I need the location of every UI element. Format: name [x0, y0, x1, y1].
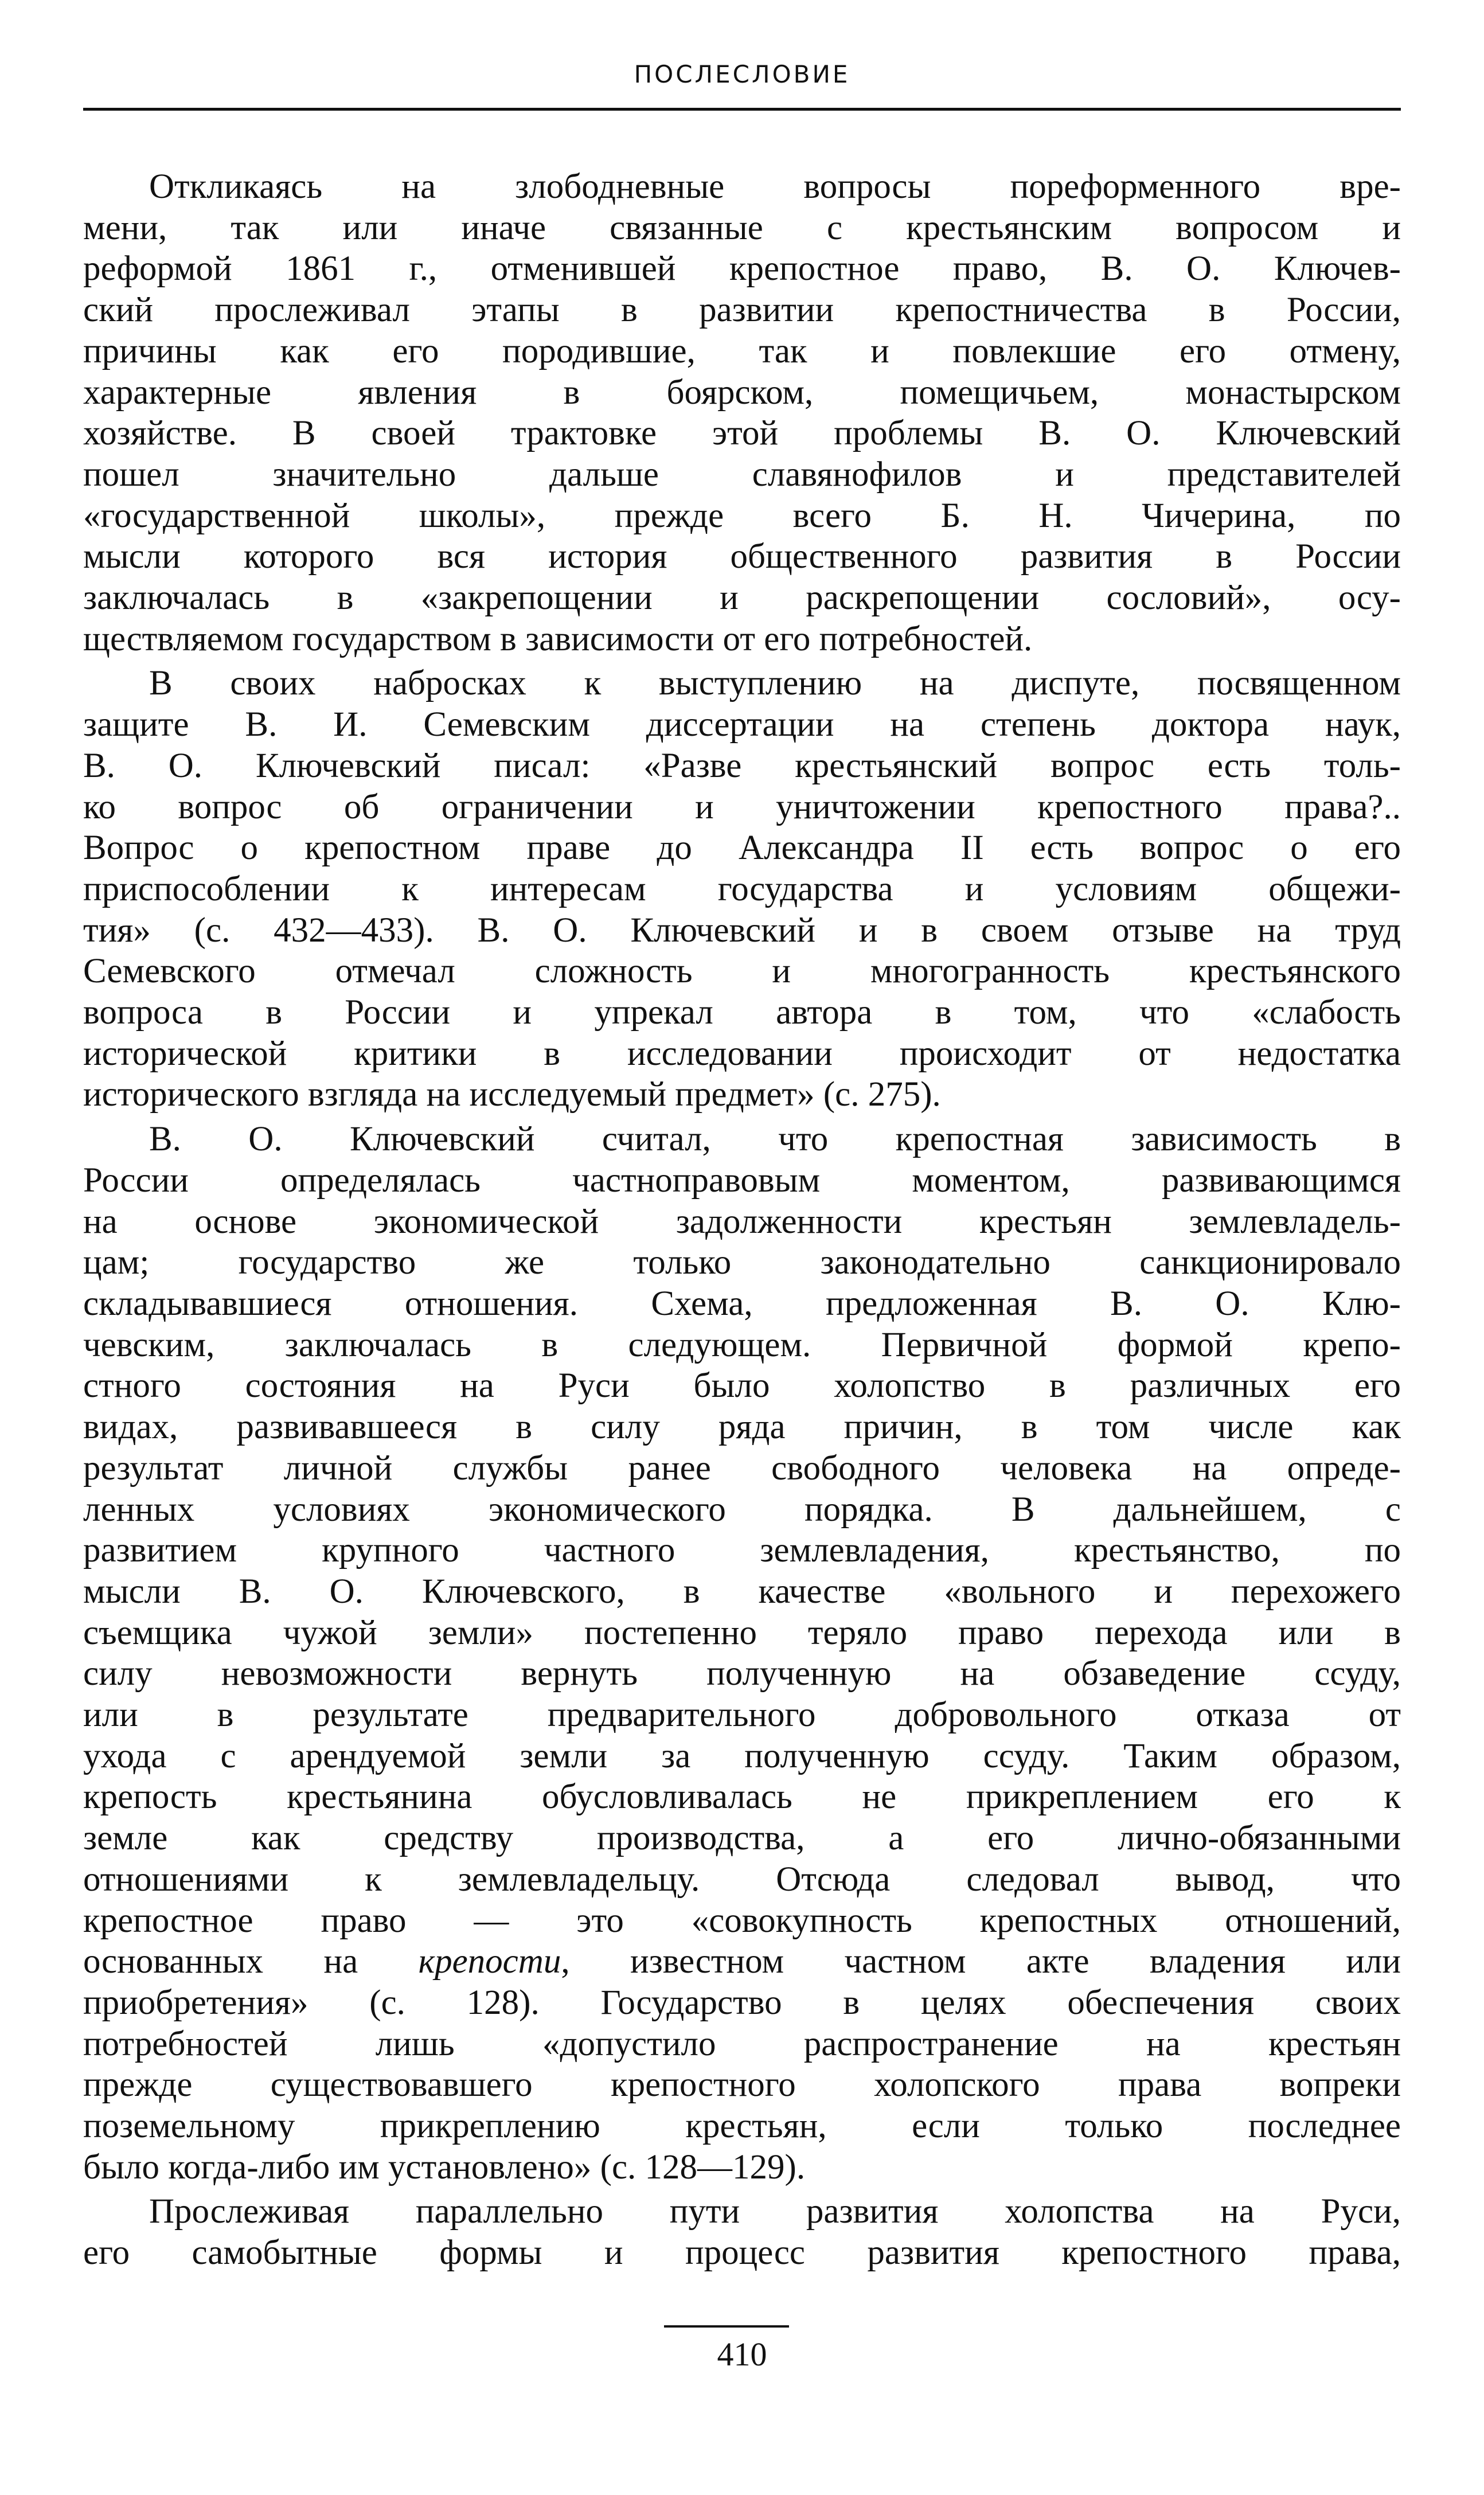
text-line: исторической критики в исследовании происходит от недостатка — [83, 1034, 1401, 1073]
text-line: Семевского отмечал сложность и многогранность крестьянского — [83, 952, 1401, 991]
page-number: 410 — [717, 2336, 767, 2373]
text-line: исторического взгляда на исследуемый предмет» (с. 275). — [83, 1075, 941, 1114]
paragraph — [83, 1119, 1401, 2188]
text-line: цам; государство же только законодательно санкционировало — [83, 1243, 1401, 1282]
text-line: приобретения» (с. 128). Государство в целях обеспечения своих — [83, 1983, 1401, 2022]
text-line: отношениями к землевладельцу. Отсюда следовал вывод, что — [83, 1860, 1401, 1899]
text-line: Вопрос о крепостном праве до Александра II есть вопрос о его — [83, 829, 1401, 868]
text-line: Откликаясь на злободневные вопросы пореформенного вре- — [149, 167, 1401, 206]
text-line: ко вопрос об ограничении и уничтожении крепостного права?.. — [83, 787, 1401, 826]
text-line: результат личной службы ранее свободного человека на опреде- — [83, 1448, 1401, 1487]
text-line: силу невозможности вернуть полученную на обзаведение ссуду, — [83, 1654, 1401, 1693]
text-line: земле как средству производства, а его лично-обязанными — [83, 1819, 1401, 1858]
text-line: развитием крупного частного землевладения, крестьянство, по — [83, 1531, 1401, 1570]
text-line: ухода с арендуемой земли за полученную ссуду. Таким образом, — [83, 1736, 1401, 1775]
text-line: вопроса в России и упрекал автора в том, что «слабость — [83, 993, 1401, 1032]
emphasis: крепости — [418, 1942, 561, 1981]
text-line: защите В. И. Семевским диссертации на степень доктора наук, — [83, 705, 1401, 744]
header-rule — [83, 108, 1401, 111]
text-line: было когда-либо им установлено» (с. 128—129). — [83, 2148, 806, 2186]
text-line: поземельному прикреплению крестьян, если только последнее — [83, 2107, 1401, 2146]
text-line: тия» (с. 432—433). В. О. Ключевский и в своем отзыве на труд — [83, 911, 1401, 950]
text-line: мысли В. О. Ключевского, в качестве «вольного и перехожего — [83, 1572, 1401, 1611]
text-line: ленных условиях экономического порядка. В дальнейшем, с — [83, 1490, 1401, 1529]
text-line: В. О. Ключевский писал: «Разве крестьянский вопрос есть толь- — [83, 746, 1401, 785]
text-line: стного состояния на Руси было холопство в различных его — [83, 1366, 1401, 1405]
text-line: реформой 1861 г., отменившей крепостное право, В. О. Ключев- — [83, 249, 1401, 288]
text-line: пошел значительно дальше славянофилов и представителей — [83, 455, 1401, 494]
page-number-rule — [664, 2325, 789, 2328]
text-line: или в результате предварительного добровольного отказа от — [83, 1696, 1401, 1735]
paragraph — [83, 663, 1401, 1115]
text-line: мысли которого вся история общественного развития в России — [83, 537, 1401, 576]
text-line: съемщика чужой земли» постепенно теряло право перехода или в — [83, 1613, 1401, 1652]
text-line: Прослеживая параллельно пути развития холопства на Руси, — [149, 2192, 1401, 2231]
text-line: прежде существовавшего крепостного холопского права вопреки — [83, 2065, 1401, 2104]
text-line: чевским, заключалась в следующем. Первичной формой крепо- — [83, 1325, 1401, 1364]
text-line: мени, так или иначе связанные с крестьянским вопросом и — [83, 208, 1401, 247]
running-head: ПОСЛЕСЛОВИЕ — [634, 60, 850, 88]
text-line: В. О. Ключевский считал, что крепостная зависимость в — [149, 1120, 1401, 1159]
text-line: потребностей лишь «допустило распространение на крестьян — [83, 2024, 1401, 2063]
paragraph — [83, 166, 1401, 659]
text-line: на основе экономической задолженности крестьян землевладель- — [83, 1202, 1401, 1241]
text-line: крепость крестьянина обусловливалась не прикреплением его к — [83, 1778, 1401, 1817]
body-text — [83, 166, 1401, 2274]
text-line: его самобытные формы и процесс развития крепостного права, — [83, 2234, 1401, 2273]
book-page — [83, 0, 1401, 2495]
text-line: видах, развивавшееся в силу ряда причин, в том числе как — [83, 1408, 1401, 1447]
text-line: складывавшиеся отношения. Схема, предложенная В. О. Клю- — [83, 1284, 1401, 1323]
paragraph — [83, 2191, 1401, 2273]
text-line: основанных на крепости, известном частном акте владения или — [83, 1942, 1401, 1981]
text-line: «государственной школы», прежде всего Б. Н. Чичерина, по — [83, 496, 1401, 535]
text-line: В своих набросках к выступлению на диспуте, посвященном — [149, 664, 1401, 703]
text-line: приспособлении к интересам государства и условиям общежи- — [83, 869, 1401, 908]
text-line: ществляемом государством в зависимости от его потребностей. — [83, 619, 1033, 658]
text-line: заключалась в «закрепощении и раскрепощении сословий», осу- — [83, 579, 1401, 618]
text-line: хозяйстве. В своей трактовке этой проблемы В. О. Ключевский — [83, 414, 1401, 453]
text-line: причины как его породившие, так и повлекшие его отмену, — [83, 331, 1401, 370]
text-line: характерные явления в боярском, помещичьем, монастырском — [83, 373, 1401, 412]
text-line: России определялась частноправовым моментом, развивающимся — [83, 1161, 1401, 1200]
text-line: ский прослеживал этапы в развитии крепостничества в России, — [83, 291, 1401, 330]
text-line: крепостное право — это «совокупность крепостных отношений, — [83, 1901, 1401, 1940]
